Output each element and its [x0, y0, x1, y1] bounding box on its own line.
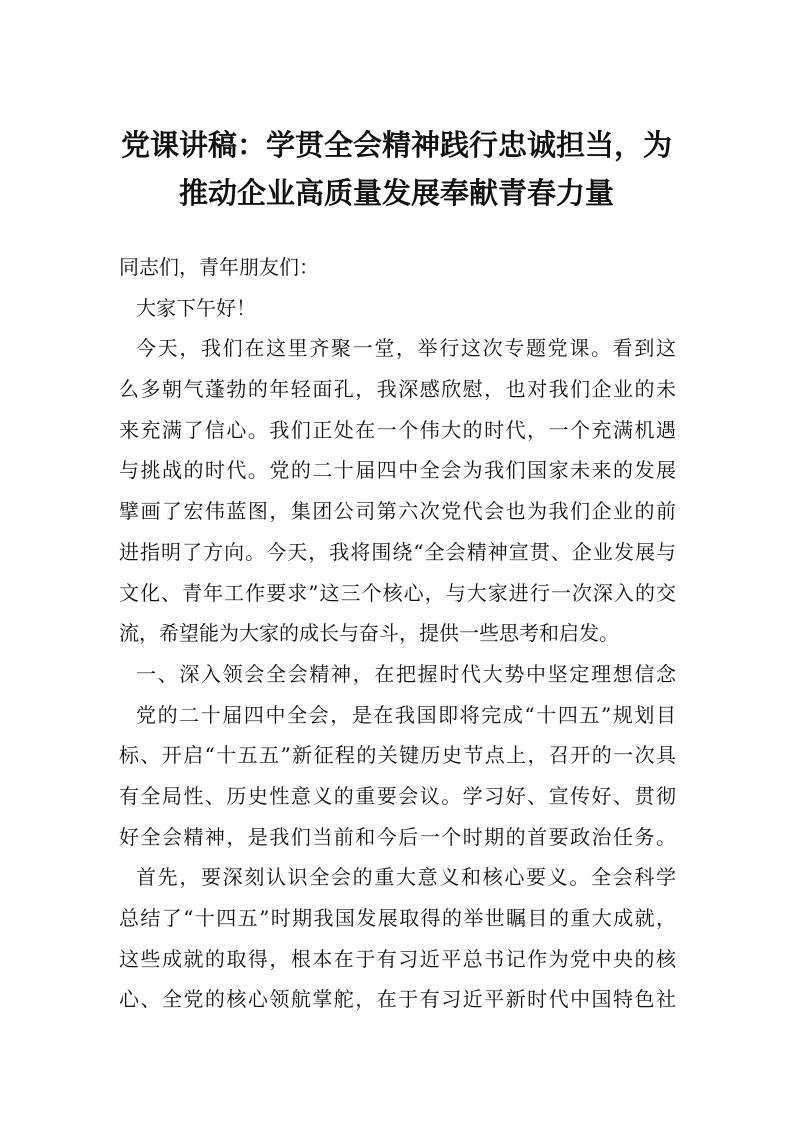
body-text-line: 总结了“十四五”时期我国发展取得的举世瞩目的重大成就，: [119, 906, 676, 930]
document-body: [119, 247, 676, 1020]
document-title-line-1: 党课讲稿：学贯全会精神践行忠诚担当，为: [120, 128, 672, 162]
body-text-line: 与挑战的时代。党的二十届四中全会为我们国家未来的发展: [119, 458, 676, 483]
body-text-line: 流，希望能为大家的成长与奋斗，提供一些思考和启发。: [119, 621, 619, 646]
body-text-line: 来充满了信心。我们正处在一个伟大的时代，一个充满机遇: [119, 417, 676, 442]
body-text-line: 同志们，青年朋友们：: [119, 255, 319, 279]
body-text-line: 一、深入领会全会精神，在把握时代大势中坚定理想信念: [136, 661, 676, 686]
document-title-line-2: 推动企业高质量发展奉献青春力量: [178, 176, 614, 210]
body-text-line: 党的二十届四中全会，是在我国即将完成“十四五”规划目: [136, 702, 676, 727]
body-text-line: 大家下午好！: [136, 295, 256, 320]
body-text-line: 进指明了方向。今天，我将围绕“全会精神宣贯、企业发展与: [119, 539, 676, 564]
body-text-line: 心、全党的核心领航掌舵，在于有习近平新时代中国特色社: [119, 987, 676, 1012]
body-text-line: 这些成就的取得，根本在于有习近平总书记作为党中央的核: [119, 946, 676, 971]
body-text-line: 标、开启“十五五”新征程的关键历史节点上，召开的一次具: [119, 743, 676, 768]
body-text-line: 好全会精神，是我们当前和今后一个时期的首要政治任务。: [119, 824, 676, 849]
body-text-line: 么多朝气蓬勃的年轻面孔，我深感欣慰，也对我们企业的未: [119, 377, 676, 402]
body-text-line: 今天，我们在这里齐聚一堂，举行这次专题党课。看到这: [136, 336, 676, 361]
body-text-line: 有全局性、历史性意义的重要会议。学习好、宣传好、贯彻: [119, 783, 676, 808]
body-text-line: 首先，要深刻认识全会的重大意义和核心要义。全会科学: [136, 865, 676, 890]
body-text-line: 文化、青年工作要求”这三个核心，与大家进行一次深入的交: [119, 580, 676, 605]
body-text-line: 擘画了宏伟蓝图，集团公司第六次党代会也为我们企业的前: [119, 499, 676, 524]
